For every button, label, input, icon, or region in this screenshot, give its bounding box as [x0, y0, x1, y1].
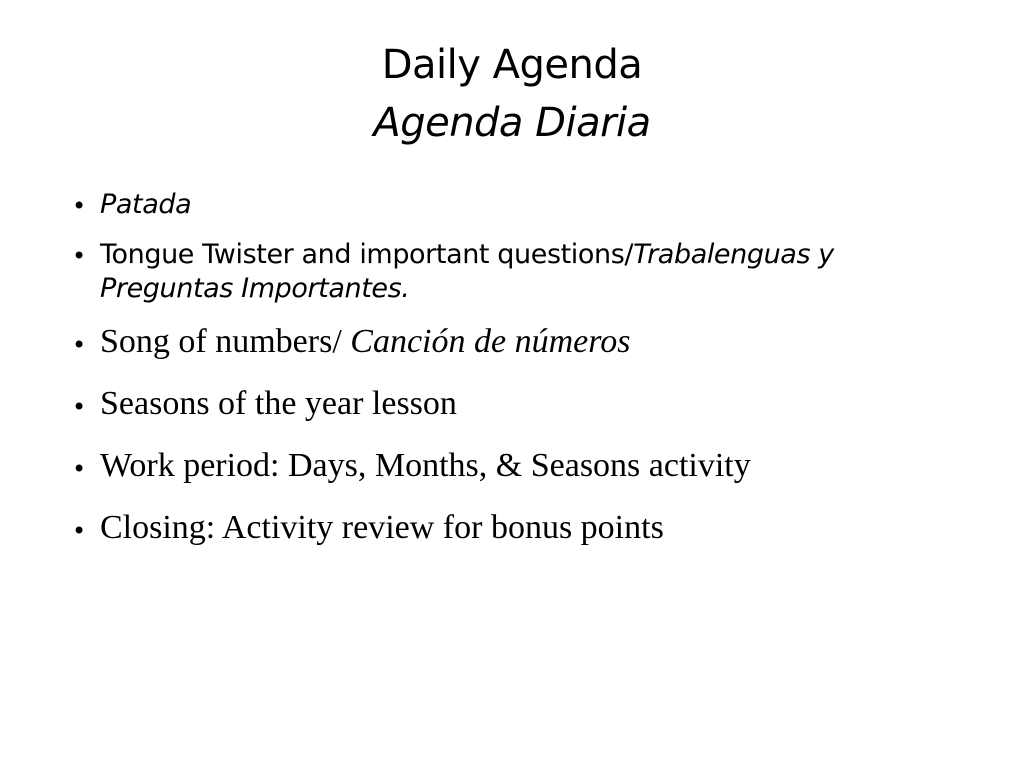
agenda-item-text: Patada	[100, 189, 192, 220]
bullet-icon: •	[72, 242, 86, 270]
agenda-item-text-spanish: Canción de números	[350, 323, 631, 360]
agenda-item-text: Seasons of the year lesson	[100, 385, 457, 422]
agenda-item-seasons-lesson	[72, 384, 972, 424]
agenda-item-work-period	[72, 446, 972, 486]
slide-title	[0, 36, 1024, 152]
agenda-list	[72, 188, 972, 548]
agenda-item-song-of-numbers	[72, 322, 972, 362]
agenda-item-text: Closing: Activity review for bonus points	[100, 509, 664, 546]
title-english: Daily Agenda	[381, 42, 643, 88]
bullet-icon: •	[72, 517, 87, 545]
bullet-icon: •	[72, 393, 87, 421]
agenda-item-text: Song of numbers/	[100, 323, 351, 360]
bullet-icon: •	[72, 192, 86, 220]
agenda-item-text-spanish: Trabalenguas y Preguntas Importantes.	[100, 239, 834, 304]
agenda-item-text: Work period: Days, Months, & Seasons activity	[100, 447, 751, 484]
agenda-item-patada	[72, 188, 972, 222]
agenda-item-closing	[72, 508, 972, 548]
bullet-icon: •	[72, 455, 87, 483]
agenda-item-tongue-twister	[72, 238, 972, 306]
title-spanish: Agenda Diaria	[373, 100, 651, 146]
agenda-item-text: Tongue Twister and important questions/	[100, 239, 634, 270]
bullet-icon: •	[72, 331, 87, 359]
